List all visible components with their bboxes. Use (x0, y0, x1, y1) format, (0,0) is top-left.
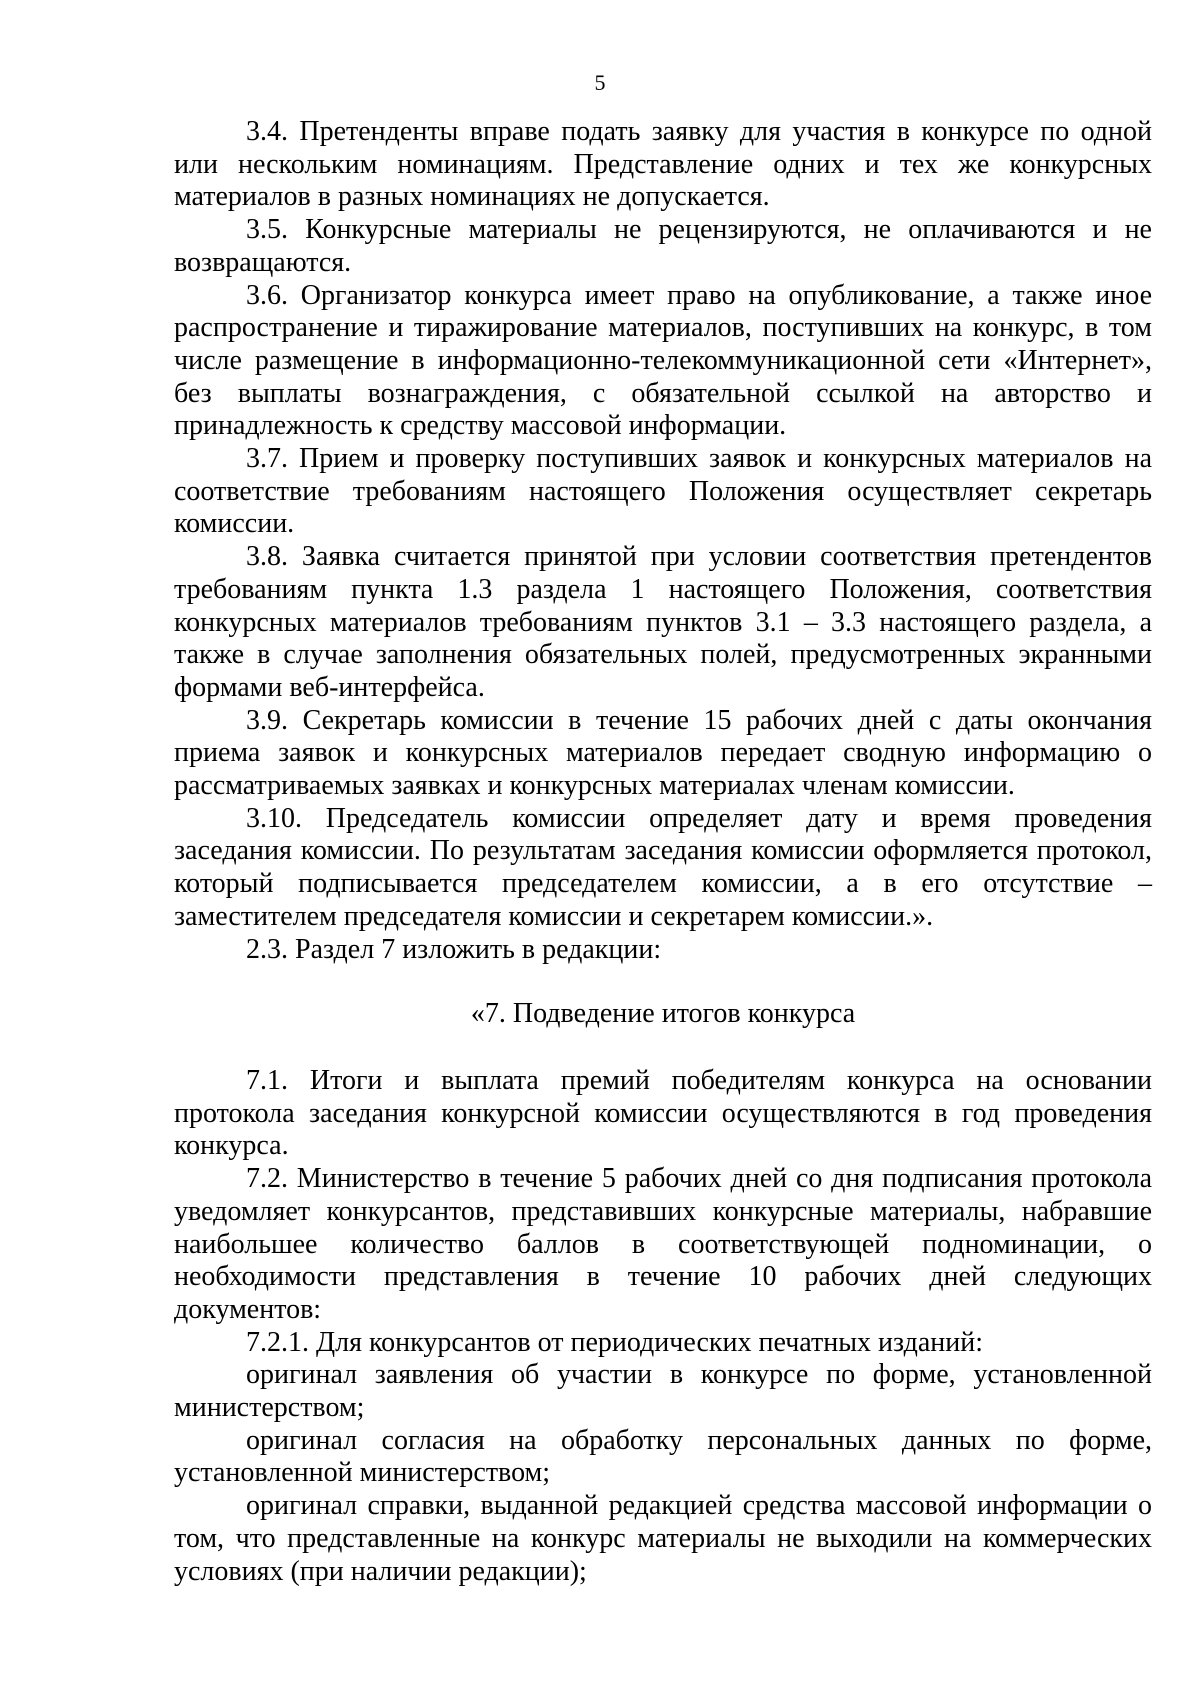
paragraph-3-10: 3.10. Председатель комиссии определяет дату и время проведения заседания комиссии. По результатам заседания комиссии оформляется протокол, который подписывается председателем комиссии, а в его отсутствие – заместителем председателя комиссии и секретарем комиссии.». (174, 802, 1152, 932)
list-item-consent: оригинал согласия на обработку персональных данных по форме, установленной министерством; (174, 1424, 1152, 1489)
paragraph-7-2: 7.2. Министерство в течение 5 рабочих дней со дня подписания протокола уведомляет конкурсантов, представивших конкурсные материалы, набравшие наибольшее количество баллов в соответствующей подноминации, о необходимости представления в течение 10 рабочих дней следующих документов: (174, 1163, 1152, 1325)
paragraph-7-2-1: 7.2.1. Для конкурсантов от периодических печатных изданий: (246, 1326, 983, 1358)
list-item-certificate: оригинал справки, выданной редакцией средства массовой информации о том, что представленные на конкурс материалы не выходили на коммерческих условиях (при наличии редакции); (174, 1490, 1152, 1587)
list-item-application: оригинал заявления об участии в конкурсе по форме, установленной министерством; (174, 1359, 1152, 1424)
paragraph-3-4: 3.4. Претенденты вправе подать заявку для участия в конкурсе по одной или нескольким номинациям. Представление одних и тех же конкурсных материалов в разных номинациях не допускается. (174, 116, 1152, 213)
paragraph-2-3: 2.3. Раздел 7 изложить в редакции: (246, 933, 662, 965)
paragraph-3-5: 3.5. Конкурсные материалы не рецензируются, не оплачиваются и не возвращаются. (174, 214, 1152, 278)
paragraph-3-6: 3.6. Организатор конкурса имеет право на опубликование, а также иное распространение и тиражирование материалов, поступивших на конкурс, в том числе размещение в информационно-телекоммуникационной сети «Интернет», без выплаты вознаграждения, с обязательной ссылкой на авторство и принадлежность к средству массовой информации. (174, 279, 1152, 442)
page-number: 5 (594, 70, 606, 95)
paragraph-7-1: 7.1. Итоги и выплата премий победителям конкурса на основании протокола заседания конкурсной комиссии осуществляются в год проведения конкурса. (174, 1064, 1152, 1162)
paragraph-3-9: 3.9. Секретарь комиссии в течение 15 рабочих дней с даты окончания приема заявок и конкурсных материалов передает сводную информацию о рассматриваемых заявках и конкурсных материалах членам комиссии. (174, 704, 1152, 802)
document-body (174, 116, 1152, 1588)
paragraph-3-8: 3.8. Заявка считается принятой при условии соответствия претендентов требованиям пункта 1.3 раздела 1 настоящего Положения, соответствия конкурсных материалов требованиям пунктов 3.1 – 3.3 настоящего раздела, а также в случае заполнения обязательных полей, предусмотренных экранными формами веб-интерфейса. (174, 541, 1152, 703)
section-heading: «7. Подведение итогов конкурса (470, 998, 856, 1030)
paragraph-3-7: 3.7. Прием и проверку поступивших заявок и конкурсных материалов на соответствие требованиям настоящего Положения осуществляет секретарь комиссии. (174, 443, 1152, 540)
